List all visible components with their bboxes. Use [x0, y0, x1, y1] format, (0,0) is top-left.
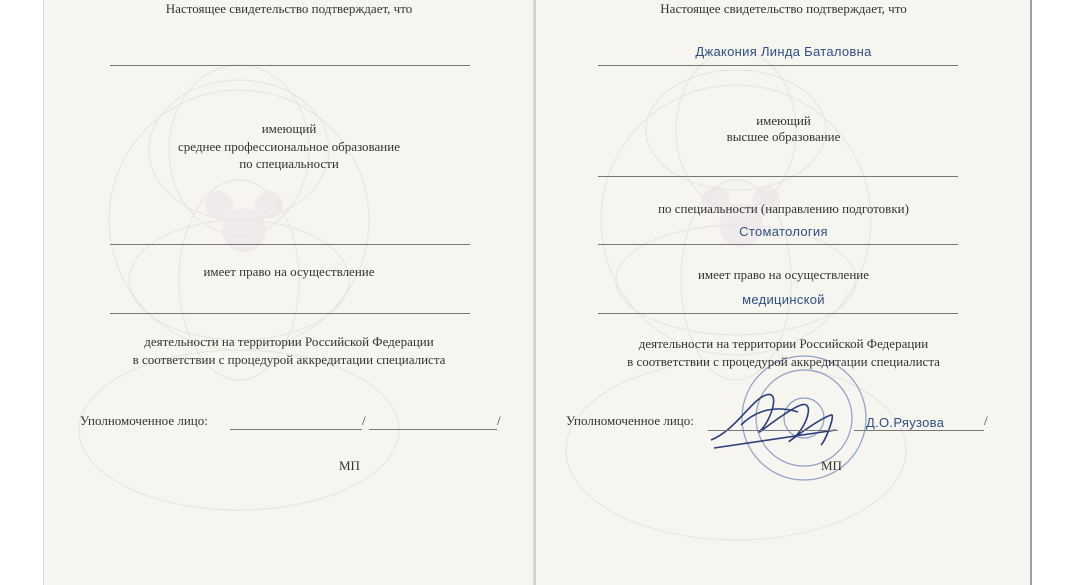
right-holder-name-line	[598, 65, 958, 66]
left-page-edge	[43, 0, 44, 585]
official-name: Д.О.Ряузова	[866, 415, 945, 430]
left-header-text: Настоящее свидетельство подтверждает, что	[165, 1, 413, 16]
left-stamp-label: МП	[339, 458, 360, 473]
left-holder-name-line	[110, 65, 470, 66]
right-activity-line	[598, 313, 958, 314]
right-education-text: высшее образование	[726, 129, 841, 144]
right-header-text: Настоящее свидетельство подтверждает, что	[660, 1, 907, 16]
left-certificate-page	[44, 0, 534, 585]
right-having-text: имеющий	[756, 113, 811, 128]
right-education-line	[598, 176, 958, 177]
right-certificate-page	[536, 0, 1031, 585]
official-stamp	[742, 356, 866, 480]
left-right-label: имеет право на осуществление	[203, 264, 375, 279]
left-signature-separator: /	[362, 413, 366, 428]
activity-type: медицинской	[742, 292, 825, 307]
specialty-value: Стоматология	[739, 224, 828, 239]
left-activity-text-2: в соответствии с процедурой аккредитации специалиста	[132, 352, 446, 367]
right-activity-text-2: в соответствии с процедурой аккредитации специалиста	[627, 354, 940, 369]
right-specialty-label: по специальности (направлению подготовки)	[658, 201, 909, 216]
right-activity-text-1: деятельности на территории Российской Федерации	[638, 336, 929, 351]
left-specialty-label: по специальности	[239, 156, 339, 171]
right-name-line	[854, 430, 984, 431]
left-having-text: имеющий	[261, 121, 317, 136]
left-activity-line	[110, 313, 470, 314]
left-signature-line	[230, 429, 362, 430]
right-authorized-label: Уполномоченное лицо:	[566, 413, 694, 428]
left-activity-text-1: деятельности на территории Российской Федерации	[144, 334, 434, 349]
right-specialty-line	[598, 244, 958, 245]
right-right-label: имеет право на осуществление	[697, 267, 870, 282]
left-guilloche-background	[44, 0, 534, 585]
left-education-text: среднее профессиональное образование	[178, 139, 400, 154]
left-name-line	[369, 429, 497, 430]
left-signature-end: /	[497, 413, 501, 428]
right-signature-end: /	[984, 413, 988, 428]
right-page-edge	[1030, 0, 1032, 585]
right-signature-line	[708, 430, 838, 431]
left-authorized-label: Уполномоченное лицо:	[80, 413, 208, 428]
right-stamp-label: МП	[821, 458, 842, 473]
holder-name: Джакония Линда Баталовна	[695, 44, 872, 59]
left-specialty-line	[110, 244, 470, 245]
